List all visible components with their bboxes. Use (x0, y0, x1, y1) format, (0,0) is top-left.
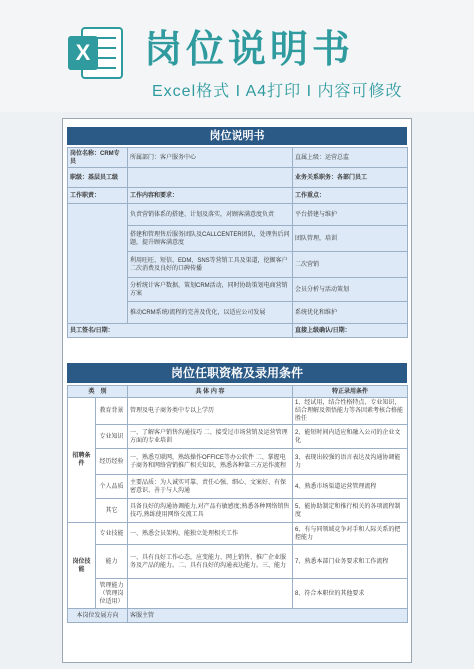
page-subtitle: Excel格式 I A4打印 I 内容可修改 (152, 83, 403, 100)
duty-weight: 会员分析与活动策划 (293, 278, 408, 302)
promotion-value: 客服主管 (128, 609, 408, 623)
business-relation: 业务关系职务：各部门员工 (293, 168, 408, 188)
category: 专业技能 (96, 523, 128, 545)
content: 管理及电子商务类中专以上学历 (128, 398, 293, 425)
promotion-label: 本岗位发展方向 (68, 609, 128, 623)
content: 主要品质：为人诚实可靠、责任心强、细心、文案好、有保密意识、善于与人沟通 (128, 475, 293, 499)
weight-label: 工作重点： (293, 188, 408, 204)
condition: 4、熟悉市场渠道运营管理流程 (293, 475, 408, 499)
condition: 2、能短时间内适应和融入公司的企业文化 (293, 425, 408, 449)
category: 其它 (96, 499, 128, 523)
content-label: 工作内容和要求： (128, 188, 293, 204)
position-name: 岗位名称：CRM专员 (68, 148, 128, 168)
content: 一、了解客户销售沟通技巧 二、接受过市场营销及运营管理方面的专业培训 (128, 425, 293, 449)
group-recruit: 招聘条件 (68, 398, 96, 523)
duty-weight: 平台搭建与维护 (293, 204, 408, 226)
duties-label: 工作职责： (68, 188, 128, 204)
condition: 6、有与同领域竞争对手和人际关系的把控能力 (293, 523, 408, 545)
rank: 职级：基层员工级 (68, 168, 128, 188)
category: 个人品质 (96, 475, 128, 499)
page-title: 岗位说明书 (144, 29, 355, 71)
doc1-title: 岗位说明书 (67, 127, 407, 145)
svg-text:X: X (75, 40, 91, 65)
duty-weight: 系统优化和维护 (293, 302, 408, 324)
duty-content: 搭建和管理售后服务团队及CALLCENTER团队，处理售后问题，提升顾客满意度 (128, 226, 293, 252)
document-sheet (62, 118, 412, 663)
content (128, 579, 293, 609)
group-skill: 岗位技能 (68, 523, 96, 609)
content: 一、熟悉互联网，熟练操作OFFICE等办公软件 二、掌握电子商务和网络营销推广相关知识，熟悉各种第三方运作流程 (128, 449, 293, 475)
category: 专业知识 (96, 425, 128, 449)
col-category: 类 别 (68, 386, 128, 398)
duty-content: 推动CRM系统/流程的完善及优化，以适应公司发展 (128, 302, 293, 324)
col-condition: 特正录用条件 (293, 386, 408, 398)
content: 一、具有良好工作心态，应变能力、网上销售、推广企业服务及产品的能力。二、具有良好的沟通表达能力。三、能力 (128, 545, 293, 579)
superior: 直属上级：运营总监 (293, 148, 408, 168)
duty-content: 负责营销体系的搭建、计划及落实，对顾客满意度负责 (128, 204, 293, 226)
doc2-title: 岗位任职资格及录用条件 (67, 363, 407, 383)
employee-signature: 员工签名/日期： (68, 324, 293, 338)
category: 教育背景 (96, 398, 128, 425)
duty-content: 利用旺旺、短信、EDM、SNS等营销工具及渠道，挖掘客户二次消费及良好的口碑传播 (128, 252, 293, 278)
qualification-table (67, 385, 408, 623)
condition: 3、表现出较强的语言表达及沟通协调能力 (293, 449, 408, 475)
content: 一、熟悉会员架构，能独立处理相关工作 (128, 523, 293, 545)
page-banner (0, 0, 474, 112)
duty-weight: 团队管理，培训 (293, 226, 408, 252)
condition: 5、能协助制定和推行相关的各项流程制度 (293, 499, 408, 523)
supervisor-signature: 直接上级确认/日期： (293, 324, 408, 338)
category: 管理能力（管理岗位适用） (96, 579, 128, 609)
condition: 8、符合本职位的其他要求 (293, 579, 408, 609)
condition: 7、熟悉本部门业务要求和工作流程 (293, 545, 408, 579)
excel-logo-icon (64, 22, 126, 84)
department: 所属部门：客户服务中心 (128, 148, 293, 168)
condition: 1、经试用，结合性格特点、专业知识，结合理解及领悟能力等各因素考核合格能胜任 (293, 398, 408, 425)
category: 能力 (96, 545, 128, 579)
job-description-table (67, 147, 408, 338)
content: 具备良好的沟通协调能力,对产品有敏感度;熟悉各种网络销售技巧,熟练使用网络交流工具 (128, 499, 293, 523)
category: 经历经验 (96, 449, 128, 475)
duty-weight: 二次营销 (293, 252, 408, 278)
duty-content: 分析统计客户数据，策划CRM活动，同时协助策划电商营销方案 (128, 278, 293, 302)
col-content: 具 体 内 容 (128, 386, 293, 398)
